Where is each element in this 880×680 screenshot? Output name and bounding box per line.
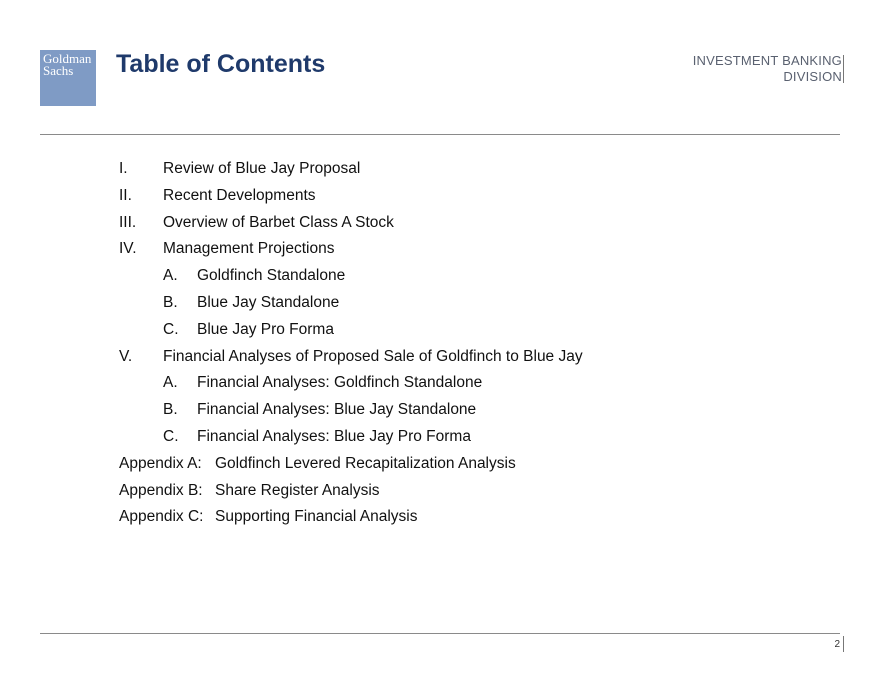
toc-text: Financial Analyses of Proposed Sale of Goldfinch to Blue Jay [163, 347, 583, 365]
header-rule [40, 134, 840, 135]
toc-text: Blue Jay Standalone [197, 293, 340, 311]
page-number-divider [843, 636, 844, 652]
toc-text: Financial Analyses: Goldfinch Standalone [197, 374, 483, 392]
toc-number: Appendix B: [119, 481, 203, 499]
toc-number: Appendix A: [119, 454, 202, 472]
page-number: 2 [834, 639, 840, 650]
division-line-2: DIVISION [783, 69, 842, 84]
toc-number: Appendix C: [119, 508, 204, 526]
goldman-sachs-logo [40, 50, 96, 106]
toc-number: IV. [119, 240, 137, 258]
toc-text: Review of Blue Jay Proposal [163, 160, 361, 177]
division-line-1: INVESTMENT BANKING [692, 53, 842, 68]
logo-line-2: Sachs [43, 63, 74, 78]
toc-number: C. [163, 320, 179, 338]
toc-number: C. [163, 427, 179, 445]
page-title: Table of Contents [116, 50, 326, 78]
toc-number: A. [163, 267, 178, 285]
toc-number: I. [119, 160, 128, 177]
toc-number: III. [119, 213, 137, 231]
toc-text: Overview of Barbet Class A Stock [163, 213, 394, 231]
division-divider [843, 55, 844, 83]
toc-text: Blue Jay Pro Forma [197, 320, 334, 338]
toc-text: Goldfinch Levered Recapitalization Analysis [215, 454, 516, 472]
toc-text: Share Register Analysis [215, 481, 380, 499]
toc-text: Financial Analyses: Blue Jay Pro Forma [197, 427, 471, 445]
toc-number: B. [163, 293, 178, 311]
toc-text: Supporting Financial Analysis [215, 508, 418, 526]
toc-text: Management Projections [163, 240, 335, 258]
toc-text: Goldfinch Standalone [197, 267, 346, 285]
toc-number: II. [119, 186, 132, 204]
division-label [693, 53, 842, 85]
toc-number: A. [163, 374, 178, 392]
logo-line-1: Goldman [43, 51, 92, 66]
toc-number: B. [163, 401, 178, 419]
toc-text: Financial Analyses: Blue Jay Standalone [197, 401, 477, 419]
toc-number: V. [119, 347, 133, 365]
footer-rule [40, 633, 840, 634]
toc-text: Recent Developments [163, 186, 316, 204]
